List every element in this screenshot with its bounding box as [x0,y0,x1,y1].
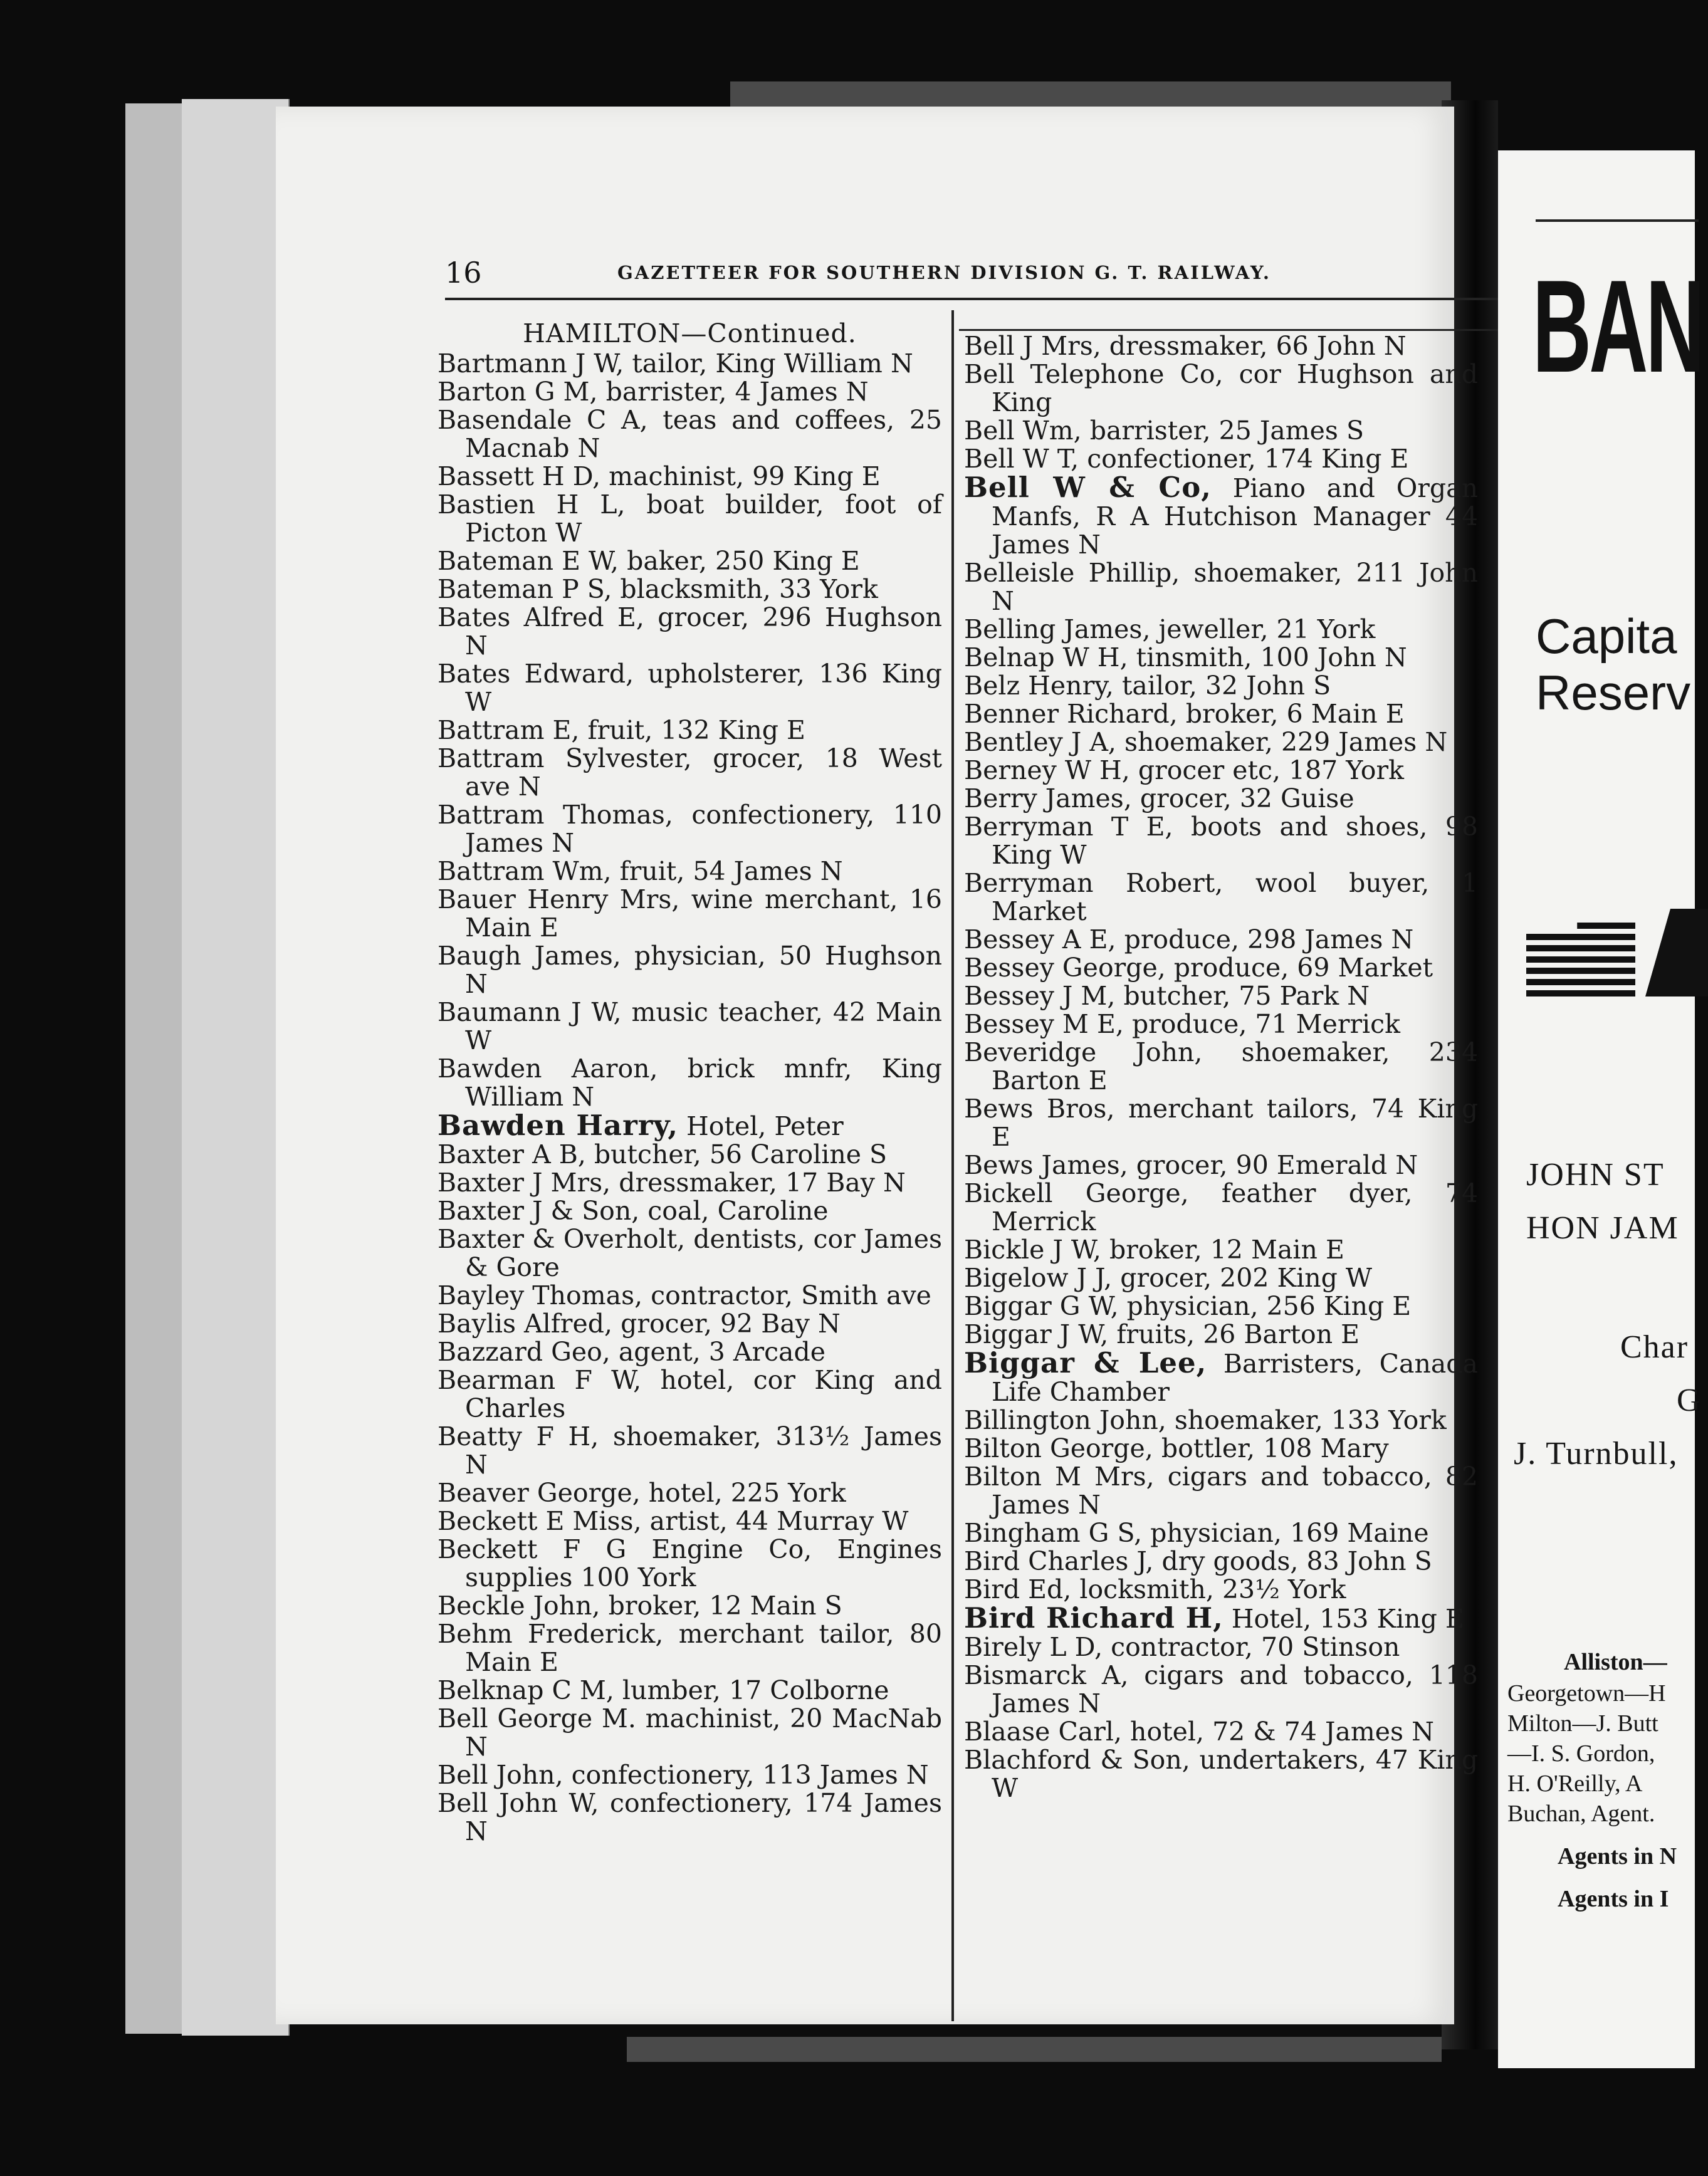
facing-line-11: —I. S. Gordon, [1507,1740,1655,1767]
entry-text: Bilton M Mrs, cigars and tobacco, 82 James N [964,1462,1478,1520]
directory-entry [964,1095,1478,1151]
entry-text: Bickle J W, broker, 12 Main E [964,1235,1344,1265]
entry-text: Baumann J W, music teacher, 42 Main W [437,997,942,1055]
decorative-title-fragment [1645,909,1708,996]
directory-entry [437,1366,942,1423]
directory-entry [437,716,942,745]
directory-entry [964,473,1478,559]
entry-text: Bell Wm, barrister, 25 James S [964,416,1365,446]
entry-text: Bell George M. machinist, 20 MacNab N [437,1703,942,1762]
directory-entry [964,954,1478,982]
facing-page-rule [1536,219,1699,222]
page-stack-edge [182,99,290,2036]
facing-page [1498,150,1702,2068]
directory-entry [964,1661,1478,1718]
directory-entry [964,332,1478,360]
facing-line-2: Reserv [1536,665,1691,720]
directory-entry [437,801,942,857]
entry-text: Baxter A B, butcher, 56 Caroline S [437,1139,888,1169]
directory-entry [437,406,942,463]
directory-entry [964,813,1478,869]
column-divider [951,310,954,2021]
facing-line-6: G [1677,1383,1702,1418]
entry-text: Berryman Robert, wool buyer, 1 Market [964,868,1478,926]
left-column [437,320,942,1846]
entry-text: Billington John, shoemaker, 133 York [964,1405,1447,1435]
entry-text: Berryman T E, boots and shoes, 98 King W [964,812,1478,870]
entry-text: Beckle John, broker, 12 Main S [437,1591,842,1621]
directory-entry [964,1435,1478,1463]
entry-text: Belling James, jeweller, 21 York [964,614,1376,644]
directory-entry [964,982,1478,1010]
entry-text: Battram Thomas, confectionery, 110 James N [437,800,942,858]
entry-text: Bingham G S, physician, 169 Maine [964,1518,1429,1548]
entry-bold-name: Bell W & Co, [964,471,1212,504]
entry-text: Battram Sylvester, grocer, 18 West ave N [437,743,942,802]
entry-text: Bateman E W, baker, 250 King E [437,546,860,576]
directory-entry [437,1705,942,1761]
entry-text: Benner Richard, broker, 6 Main E [964,699,1405,729]
entry-text: Belnap W H, tinsmith, 100 John N [964,642,1407,672]
facing-line-1: Capita [1536,609,1677,664]
directory-entry [437,998,942,1055]
directory-entry [437,547,942,575]
header-rule [445,298,1580,300]
running-head: GAZETTEER FOR SOUTHERN DIVISION G. T. RAILWAY. [617,262,1271,283]
directory-entry [964,1576,1478,1604]
entry-bold-name: Biggar & Lee, [964,1346,1207,1379]
directory-entry [964,1038,1478,1095]
directory-entry [964,1601,1478,1635]
entry-text: Bismarck A, cigars and tobacco, 118 James N [964,1660,1478,1718]
section-heading: HAMILTON—Continued. [523,318,857,348]
directory-entry [437,1282,942,1310]
entry-text: Bauer Henry Mrs, wine merchant, 16 Main E [437,884,942,943]
directory-entry [964,417,1478,445]
directory-entry [437,378,942,406]
entry-text: Hotel, 153 King E [1223,1604,1464,1634]
directory-entry [437,1620,942,1676]
directory-entry [437,1592,942,1620]
entry-text: Bird Charles J, dry goods, 83 John S [964,1546,1432,1576]
directory-entry [964,756,1478,785]
entry-text: Bassett H D, machinist, 99 King E [437,461,881,491]
entry-text: Bell W T, confectioner, 174 King E [964,444,1409,474]
directory-entry [964,728,1478,756]
entry-text: Hotel, Peter [678,1111,844,1141]
directory-entry [964,1346,1478,1407]
directory-entry [964,1547,1478,1576]
directory-entry [964,1463,1478,1519]
entry-text: Beatty F H, shoemaker, 313½ James N [437,1421,942,1480]
directory-entry [437,1676,942,1705]
entry-text: Bartmann J W, tailor, King William N [437,348,913,379]
entry-text: Bateman P S, blacksmith, 33 York [437,574,878,604]
entry-text: Belknap C M, lumber, 17 Colborne [437,1675,889,1705]
directory-entry [964,1292,1478,1321]
entry-text: Baylis Alfred, grocer, 92 Bay N [437,1309,841,1339]
entry-text: Bawden Aaron, brick mnfr, King William N [437,1054,942,1112]
entry-text: Bigelow J J, grocer, 202 King W [964,1263,1373,1293]
scan-top-strip [730,81,1451,110]
directory-entry [437,463,942,491]
directory-entry [437,491,942,547]
entry-text: Bentley J A, shoemaker, 229 James N [964,727,1448,757]
scan-bottom-strip [627,2037,1442,2062]
entry-text: Bird Ed, locksmith, 23½ York [964,1574,1346,1604]
directory-entry [437,1535,942,1592]
entry-text: Beveridge John, shoemaker, 234 Barton E [964,1037,1478,1096]
facing-line-15: Agents in I [1558,1886,1669,1912]
facing-line-14: Agents in N [1558,1843,1677,1870]
facing-line-12: H. O'Reilly, A [1507,1771,1643,1797]
entry-text: Bazzard Geo, agent, 3 Arcade [437,1337,826,1367]
directory-entry [437,1789,942,1846]
entry-text: Blaase Carl, hotel, 72 & 74 James N [964,1717,1434,1747]
entry-text: Berry James, grocer, 32 Guise [964,783,1354,813]
facing-line-10: Milton—J. Butt [1507,1710,1658,1737]
directory-entry [964,785,1478,813]
directory-entry [964,672,1478,700]
directory-entry [437,1111,942,1141]
directory-page [276,107,1478,2024]
entry-text: Bews James, grocer, 90 Emerald N [964,1150,1418,1180]
entry-text: Battram E, fruit, 132 King E [437,715,805,745]
directory-entry [964,644,1478,672]
directory-entry [437,942,942,998]
directory-entry [437,857,942,886]
directory-entry [437,1197,942,1225]
directory-entry [964,700,1478,728]
entry-text: Blachford & Son, undertakers, 47 King W [964,1745,1478,1803]
directory-entry [437,1055,942,1111]
entry-text: Bickell George, feather dyer, 74 Merrick [964,1178,1478,1237]
directory-entry [437,1169,942,1197]
directory-entry [437,745,942,801]
entry-text: Bearman F W, hotel, cor King and Charles [437,1365,942,1423]
directory-entry [964,1264,1478,1292]
entry-text: Biggar G W, physician, 256 King E [964,1291,1412,1321]
facing-line-9: Georgetown—H [1507,1680,1666,1707]
directory-entry [964,1746,1478,1802]
entry-text: Barton G M, barrister, 4 James N [437,377,869,407]
entry-text: Belleisle Phillip, shoemaker, 211 John N [964,558,1478,616]
entry-text: Bessey M E, produce, 71 Merrick [964,1009,1400,1039]
directory-entry [437,1507,942,1535]
directory-entry [964,1406,1478,1435]
entry-text: Piano and Organ Manfs, R A Hutchison Manager 44 James N [992,473,1478,560]
directory-entry [964,1519,1478,1547]
directory-entry [964,869,1478,926]
entry-text: Beckett E Miss, artist, 44 Murray W [437,1506,909,1536]
entry-bold-name: Bird Richard H, [964,1601,1223,1635]
page-number: 16 [445,256,482,290]
directory-entry [437,604,942,660]
facing-line-13: Buchan, Agent. [1507,1801,1655,1827]
facing-line-7: J. Turnbull, [1514,1436,1679,1472]
entry-text: Bell Telephone Co, cor Hughson and King [964,359,1478,417]
entry-text: Bastien H L, boat builder, foot of Picton W [437,489,942,548]
directory-entry [437,350,942,378]
entry-text: Baxter & Overholt, dentists, cor James & Gore [437,1224,942,1282]
directory-entry [964,1010,1478,1038]
directory-entry [437,886,942,942]
directory-entry [964,1236,1478,1264]
directory-entry [437,1310,942,1338]
directory-entry [964,1180,1478,1236]
directory-entry [964,445,1478,473]
directory-entry [437,1225,942,1282]
entry-text: Bessey J M, butcher, 75 Park N [964,981,1370,1011]
entry-text: Bessey A E, produce, 298 James N [964,924,1414,955]
directory-entry [964,1633,1478,1661]
entry-text: Baxter J Mrs, dressmaker, 17 Bay N [437,1168,906,1198]
entry-text: Battram Wm, fruit, 54 James N [437,856,843,886]
entry-text: Baxter J & Son, coal, Caroline [437,1196,829,1226]
directory-entry [964,1151,1478,1180]
directory-entry [964,615,1478,644]
entry-bold-name: Bawden Harry, [437,1109,679,1142]
directory-entry [964,1321,1478,1349]
directory-entry [964,926,1478,954]
entry-text: Behm Frederick, merchant tailor, 80 Main E [437,1619,942,1677]
directory-entry [437,1761,942,1789]
directory-entry [437,575,942,604]
entry-text: Birely L D, contractor, 70 Stinson [964,1632,1400,1662]
facing-line-4: HON JAM [1526,1210,1679,1246]
entry-text: Berney W H, grocer etc, 187 York [964,755,1404,785]
right-column [964,332,1478,1802]
entry-text: Belz Henry, tailor, 32 John S [964,671,1331,701]
entry-text: Basendale C A, teas and coffees, 25 Macnab N [437,405,942,463]
directory-entry [964,1718,1478,1746]
directory-entry [437,1338,942,1366]
facing-line-8: Alliston— [1564,1649,1667,1675]
entry-text: Bates Alfred E, grocer, 296 Hughson N [437,602,942,661]
entry-text: Bayley Thomas, contractor, Smith ave [437,1280,931,1310]
directory-entry [964,360,1478,417]
directory-entry [437,1479,942,1507]
facing-line-3: JOHN ST [1526,1157,1665,1193]
entry-text: Barristers, Canada Life Chamber [992,1349,1478,1407]
entry-text: Bessey George, produce, 69 Market [964,953,1433,983]
facing-page-title: BAN [1532,253,1702,400]
entry-text: Bates Edward, upholsterer, 136 King W [437,659,942,717]
entry-text: Beckett F G Engine Co, Engines supplies 100 York [437,1534,942,1593]
directory-entry [437,1141,942,1169]
directory-entry [437,660,942,716]
entry-text: Bell John W, confectionery, 174 James N [437,1788,942,1846]
entry-text: Bews Bros, merchant tailors, 74 King E [964,1094,1478,1152]
facing-line-5: Char [1620,1329,1689,1365]
entry-text: Beaver George, hotel, 225 York [437,1478,846,1508]
entry-text: Bilton George, bottler, 108 Mary [964,1433,1389,1463]
entry-text: Biggar J W, fruits, 26 Barton E [964,1319,1360,1349]
directory-entry [437,1423,942,1479]
entry-text: Bell John, confectionery, 113 James N [437,1760,929,1790]
entry-text: Baugh James, physician, 50 Hughson N [437,941,942,999]
directory-entry [964,559,1478,615]
entry-text: Bell J Mrs, dressmaker, 66 John N [964,331,1407,361]
